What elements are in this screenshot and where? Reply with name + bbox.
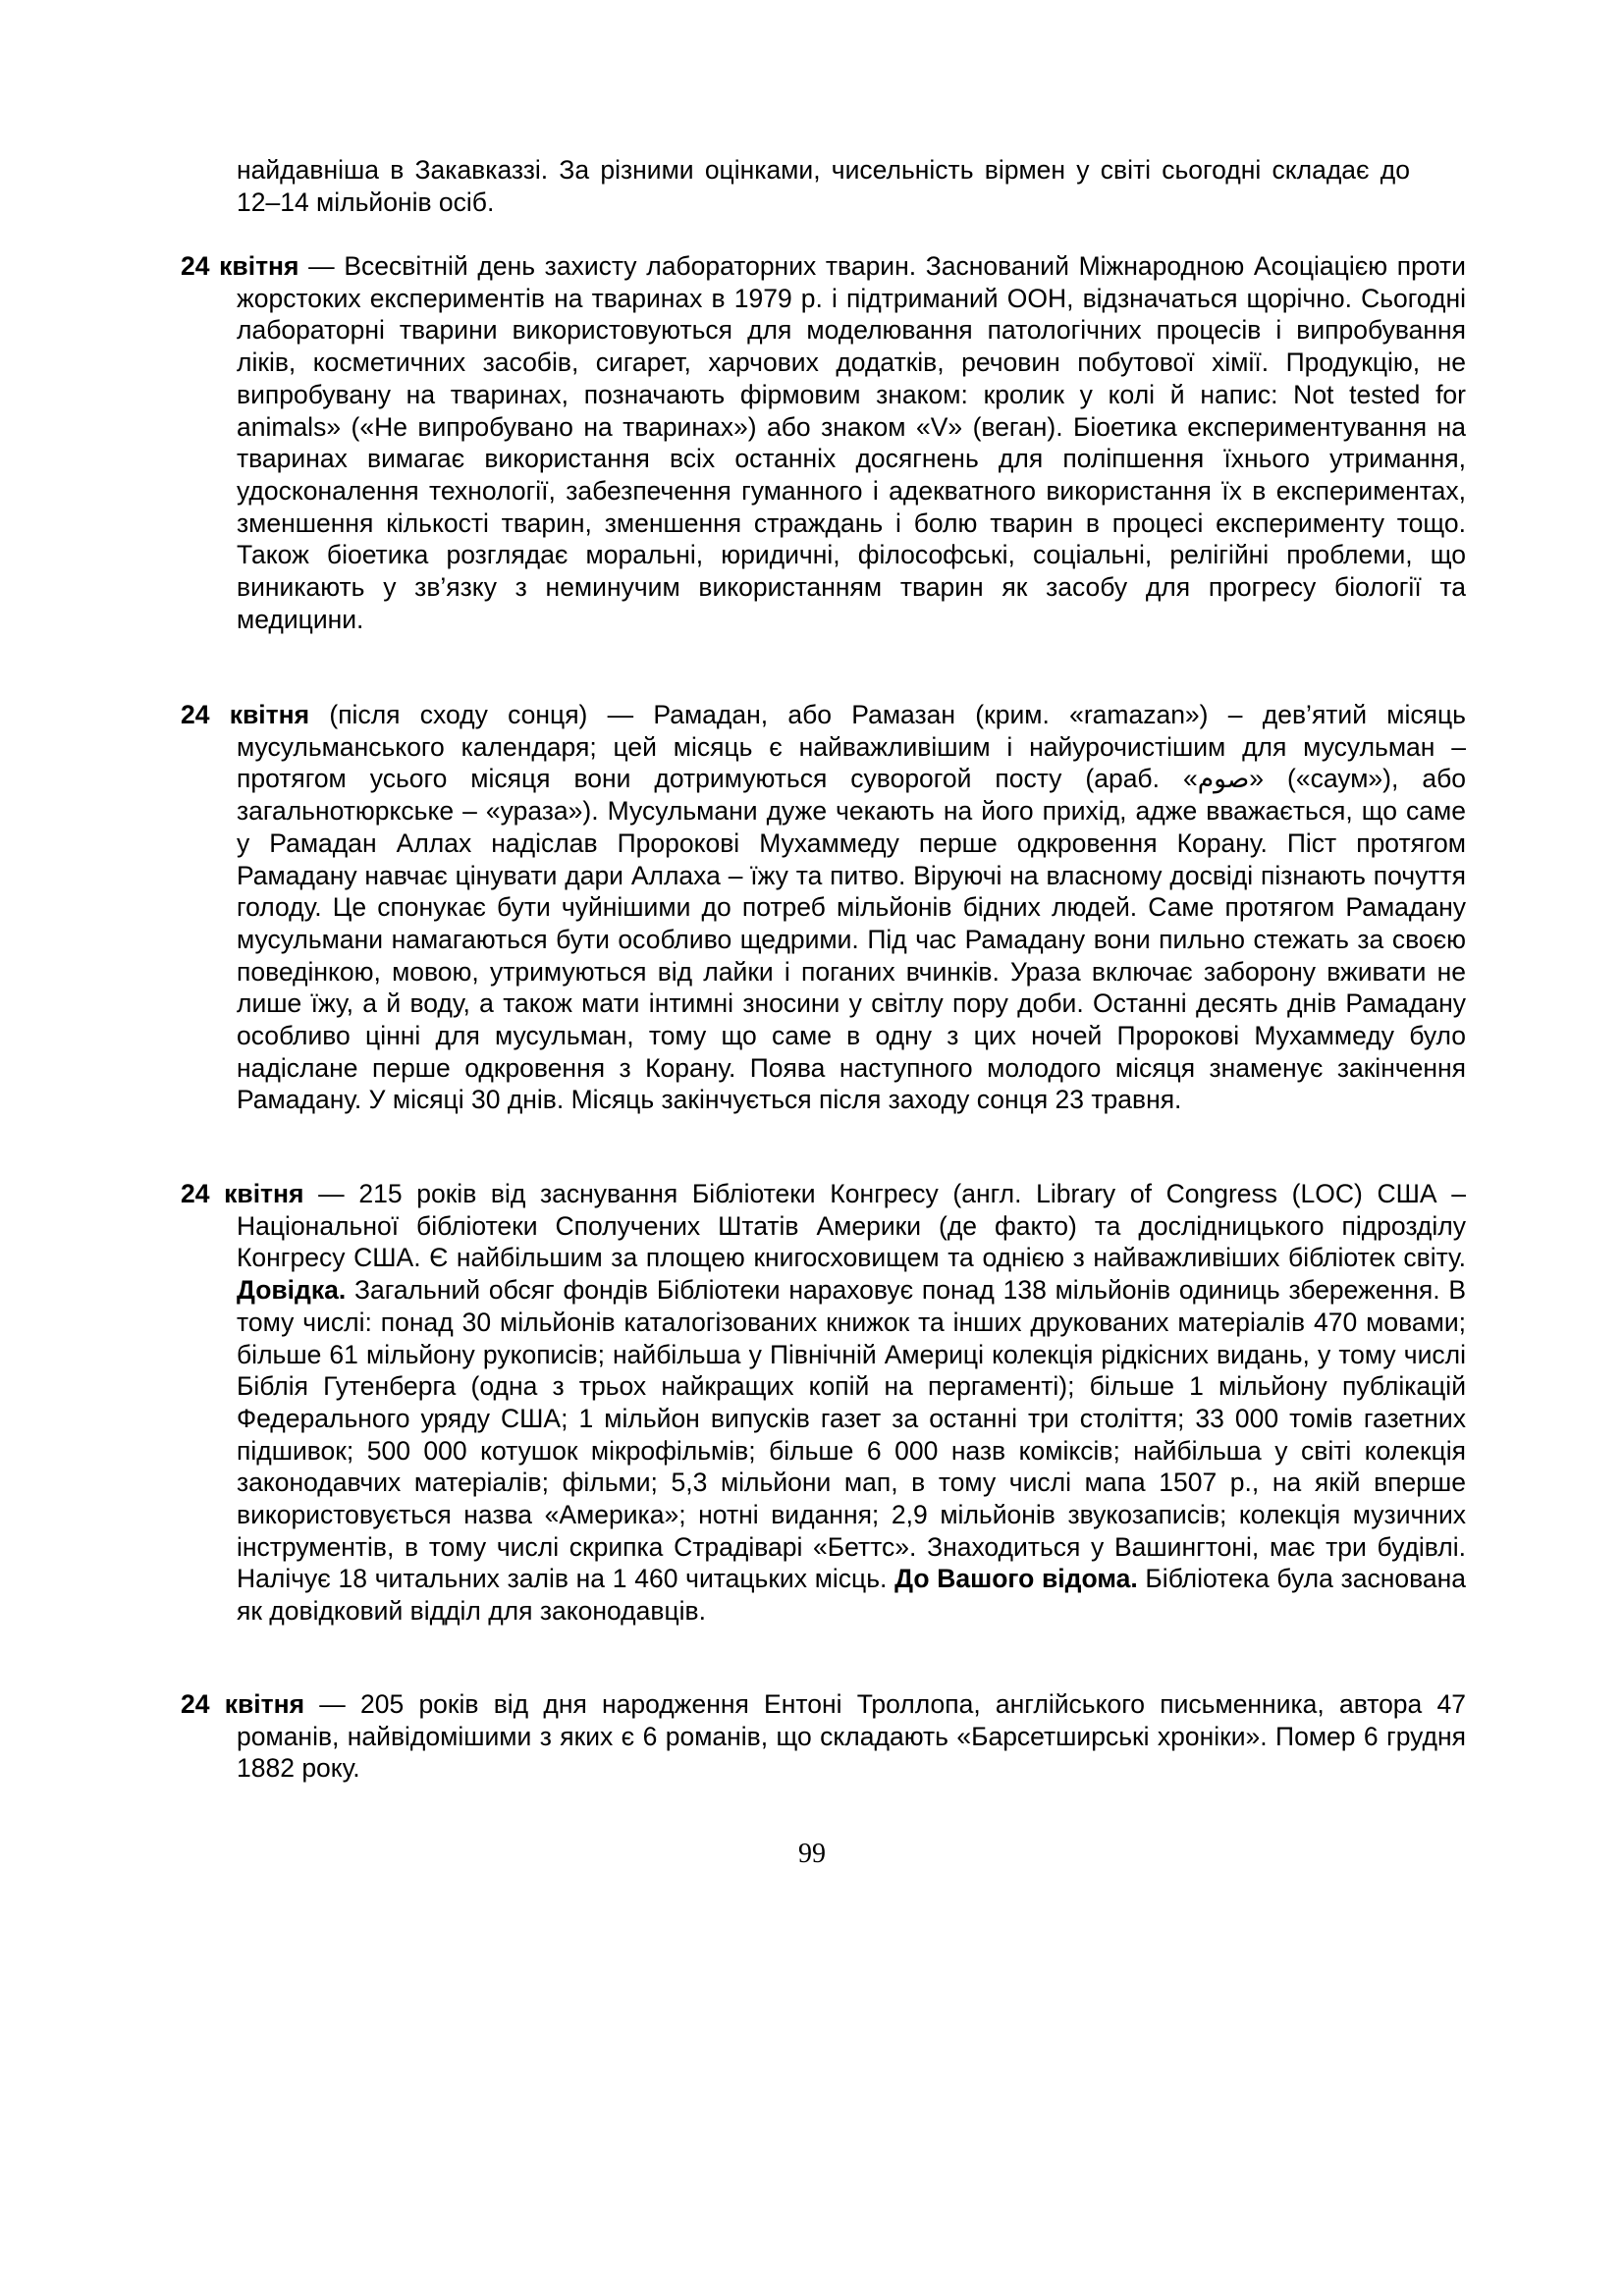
note-label: До Вашого відома. (894, 1564, 1138, 1594)
entry-trollope (181, 1688, 1466, 1785)
entry-library-of-congress (181, 1178, 1466, 1628)
entry-text: — Всесвітній день захисту лабораторних тварин. Заснований Міжнародною Асоціацією проти жорстоких експериментів на тваринах в 1979 р. і підтриманий ООН, відзначаться щорічно. Сьогодні лабораторні тварини використовуються для моделювання патологічних процесів і випробування ліків, косметичних засобів, сигарет, харчових додатків, речовин побутової хімії. Продукцію, не випробувану на тваринах, позначають фірмовим знаком: кролик у колі й напис: Not tested for animals» («Не випробувано на тваринах») або знаком «V» (веган). Біоетика експериментування на тваринах вимагає використання всіх останніх досягнень для поліпшення їхнього утримання, удосконалення технології, забезпечення гуманного і адекватного використання їх в експериментах, зменшення кількості тварин, зменшення страждань і болю тварин в процесі експерименту тощо. Також біоетика розглядає моральні, юридичні, філософські, соціальні, релігійні проблеми, що виникають у зв’язку з неминучим використанням тварин як засобу для прогресу біології та медицини. (237, 251, 1466, 634)
entry-text: — 215 років від заснування Бібліотеки Конгресу (англ. Library of Congress (LOC) США – Національної бібліотеки Сполучених Штатів Америки (де факто) та дослідницького підрозділу Конгресу США. Є найбільшим за площею книгосховищем та однією з найважливіших бібліотек світу. (237, 1179, 1466, 1273)
entry-ramadan (181, 699, 1466, 1116)
entry-text: Загальний обсяг фондів Бібліотеки нараховує понад 138 мільйонів одиниць збереження. В тому числі: понад 30 мільйонів каталогізованих книжок та інших друкованих матеріалів 470 мовами; більше 61 мільйону рукописів; найбільша у Північній Америці колекція рідкісних видань, у тому числі Біблія Гутенберга (одна з трьох найкращих копій на пергаменті); більше 1 мільйону публікацій Федерального уряду США; 1 мільйон випусків газет за останні три століття; 33 000 томів газетних підшивок; 500 000 котушок мікрофільмів; більше 6 000 назв коміксів; найбільша у світі колекція законодавчих матеріалів; фільми; 5,3 мільйони мап, в тому числі мапа 1507 р., на якій вперше використовується назва «Америка»; нотні видання; 2,9 мільйонів звукозаписів; колекція музичних інструментів, в тому числі скрипка Страдіварі «Беттс». Знаходиться у Вашингтоні, має три будівлі. Налічує 18 читальних залів на 1 460 читацьких місць. (237, 1275, 1466, 1594)
continuation-text: найдавніша в Закавказзі. За різними оцінками, чисельність вірмен у світі сьогодні складає до 12–14 мільйонів осіб. (237, 155, 1410, 217)
page-number: 99 (798, 1839, 826, 1869)
entry-lab-animals-day (181, 250, 1466, 635)
entry-text: — 205 років від дня народження Ентоні Троллопа, англійського письменника, автора 47 романів, найвідомішими з яких є 6 романів, що складають «Барсетширські хроніки». Помер 6 грудня 1882 року. (237, 1689, 1466, 1784)
entry-text: Бібліотека була заснована як довідковий відділ для законодавців. (237, 1564, 1466, 1627)
reference-label: Довідка. (237, 1275, 347, 1306)
entry-date: 24 квітня (181, 1689, 305, 1719)
entry-date: 24 квітня (181, 251, 299, 281)
entry-date: 24 квітня (181, 1179, 304, 1208)
entry-date: 24 квітня (181, 700, 310, 729)
entry-text: (після сходу сонця) — Рамадан, або Рамазан (крим. «ramazan») – дев’ятий місяць мусульманського календаря; цей місяць є найважливішим і найурочистішим для мусульман – протягом усього місяця вони дотримуються суворогой посту (араб. «صوم» («саум»), або загальнотюркське – «ураза»). Мусульмани дуже чекають на його прихід, адже вважається, що саме у Рамадан Аллах надіслав Пророкові Мухаммеду перше одкровення Корану. Піст протягом Рамадану навчає цінувати дари Аллаха – їжу та питво. Віруючі на власному досвіді пізнають почуття голоду. Це спонукає бути чуйнішими до потреб мільйонів бідних людей. Саме протягом Рамадану мусульмани намагаються бути особливо щедрими. Під час Рамадану вони пильно стежать за своєю поведінкою, мовою, утримуються від лайки і поганих вчинків. Ураза включає заборону вживати не лише їжу, а й воду, а також мати інтимні зносини у світлу пору доби. Останні десять днів Рамадану особливо цінні для мусульман, тому що саме в одну з цих ночей Пророкові Мухаммеду було надіслане перше одкровення з Корану. Поява наступного молодого місяця знаменує закінчення Рамадану. У місяці 30 днів. Місяць закінчується після заходу сонця 23 травня. (237, 700, 1466, 1115)
continuation-paragraph (237, 154, 1410, 218)
